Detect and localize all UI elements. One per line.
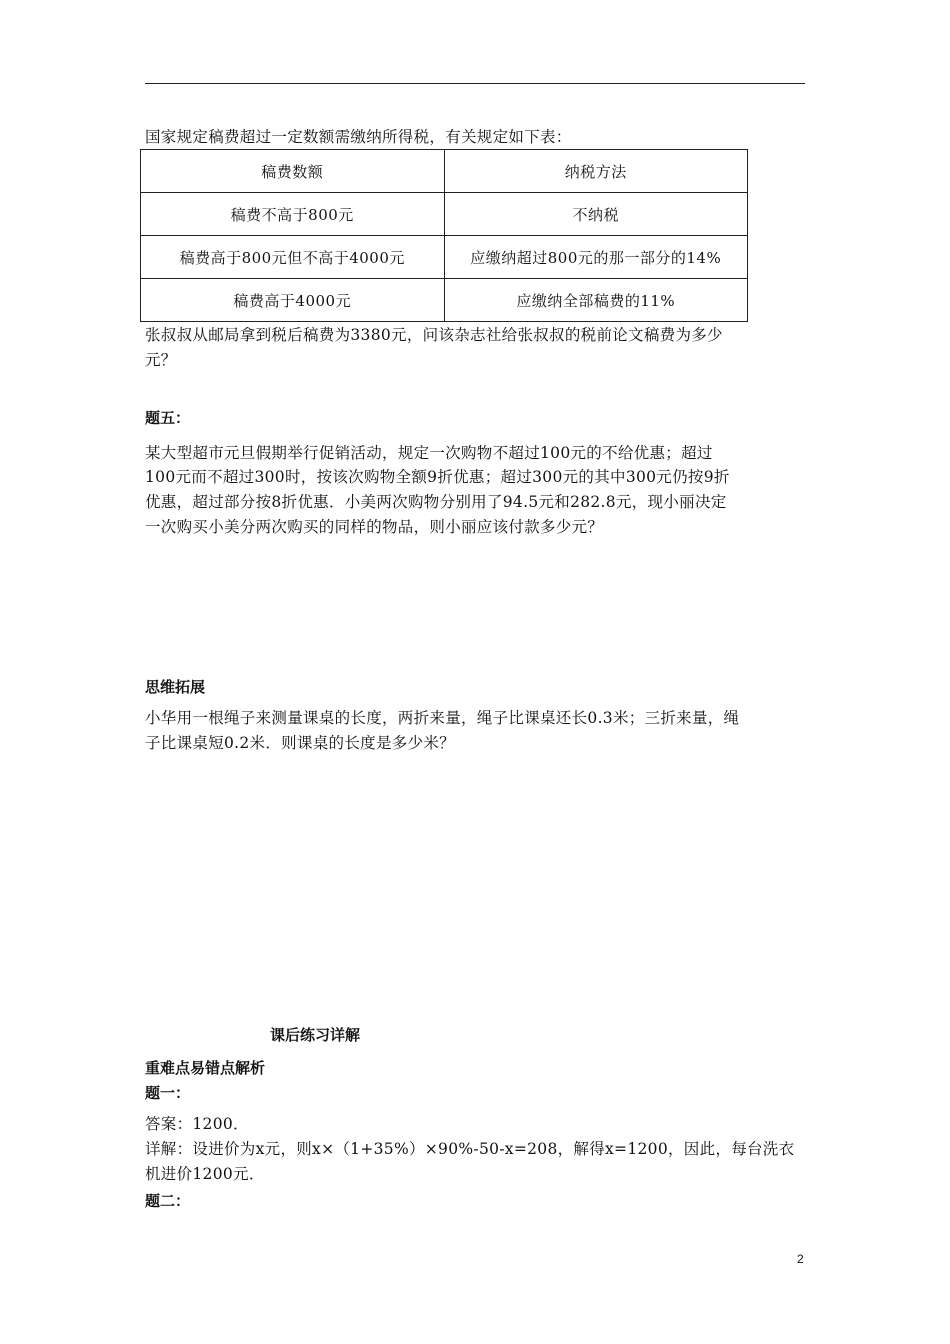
question-five-title: 题五： — [145, 409, 191, 427]
answers-heading: 课后练习详解 — [270, 1026, 361, 1044]
question-four-line: 元？ — [145, 351, 177, 369]
answers-subheading: 重难点易错点解析 — [145, 1059, 266, 1077]
question-five-line: 优惠，超过部分按8折优惠．小美两次购物分别用了94.5元和282.8元，现小丽决定 — [145, 493, 727, 511]
header-rule — [145, 83, 805, 84]
question-four-line: 张叔叔从邮局拿到税后稿费为3380元，问该杂志社给张叔叔的税前论文稿费为多少 — [145, 326, 723, 344]
thinking-title: 思维拓展 — [145, 678, 206, 696]
question-five-line: 一次购买小美分两次购买的同样的物品，则小丽应该付款多少元？ — [145, 518, 604, 536]
table-header-row — [141, 150, 748, 193]
table-row — [141, 193, 748, 236]
page-number: 2 — [797, 1252, 804, 1266]
table-header-cell: 稿费数额 — [141, 150, 445, 193]
answer-one-detail-line: 详解：设进价为x元，则x×（1+35%）×90%-50-x=208，解得x=1200，因此，每台洗衣 — [145, 1140, 795, 1158]
answer-one-detail-line: 机进价1200元． — [145, 1165, 265, 1183]
question-five-line: 某大型超市元旦假期举行促销活动，规定一次购物不超过100元的不给优惠；超过 — [145, 444, 713, 462]
answer-one-title: 题一： — [145, 1084, 191, 1102]
table-cell: 稿费高于4000元 — [141, 279, 445, 322]
table-header-cell: 纳税方法 — [444, 150, 748, 193]
table-cell: 应缴纳超过800元的那一部分的14% — [444, 236, 748, 279]
table-cell: 应缴纳全部稿费的11% — [444, 279, 748, 322]
table-row — [141, 279, 748, 322]
answer-one-text: 答案：1200． — [145, 1115, 249, 1133]
table-cell: 不纳税 — [444, 193, 748, 236]
intro-text: 国家规定稿费超过一定数额需缴纳所得税，有关规定如下表： — [145, 128, 572, 146]
answer-two-title: 题二： — [145, 1192, 191, 1210]
thinking-line: 子比课桌短0.2米．则课桌的长度是多少米？ — [145, 734, 455, 752]
table-cell: 稿费高于800元但不高于4000元 — [141, 236, 445, 279]
thinking-line: 小华用一根绳子来测量课桌的长度，两折来量，绳子比课桌还长0.3米；三折来量，绳 — [145, 709, 740, 727]
question-five-line: 100元而不超过300时，按该次购物全额9折优惠；超过300元的其中300元仍按9折 — [145, 468, 730, 486]
tax-table — [140, 149, 748, 322]
table-row — [141, 236, 748, 279]
table-cell: 稿费不高于800元 — [141, 193, 445, 236]
